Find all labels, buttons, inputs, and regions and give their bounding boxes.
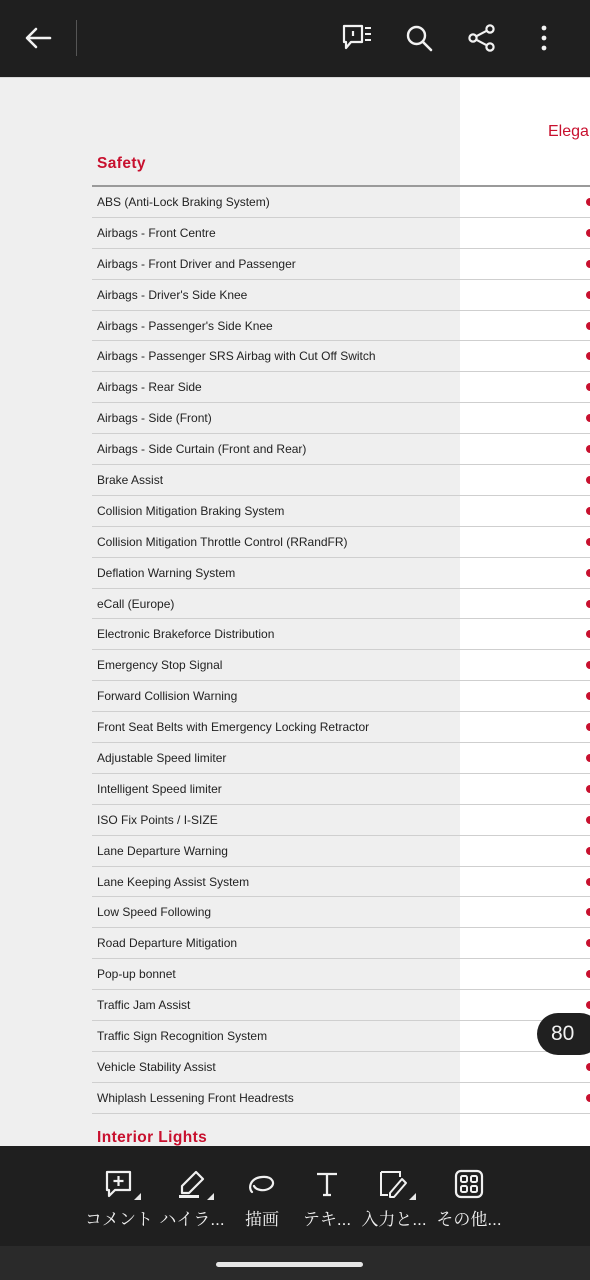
row-label: eCall (Europe) xyxy=(97,596,175,611)
comment-list-button[interactable] xyxy=(333,14,381,62)
row-label: Emergency Stop Signal xyxy=(97,658,223,673)
text-tool-label: テキ... xyxy=(302,1210,352,1229)
standard-feature-dot-icon xyxy=(586,692,590,700)
standard-feature-dot-icon xyxy=(586,569,590,577)
standard-feature-dot-icon xyxy=(586,970,590,978)
row-label: Collision Mitigation Throttle Control (RRandFR) xyxy=(97,534,348,549)
standard-feature-dot-icon xyxy=(586,260,590,268)
system-nav-bar xyxy=(0,1246,590,1280)
table-row xyxy=(92,589,590,620)
section-title: Safety xyxy=(97,155,146,172)
fill-and-sign-icon xyxy=(374,1166,414,1202)
table-row xyxy=(92,867,590,898)
standard-feature-dot-icon xyxy=(586,507,590,515)
apps-grid-icon xyxy=(449,1166,489,1202)
standard-feature-dot-icon xyxy=(586,1094,590,1102)
more-options-button[interactable] xyxy=(520,14,568,62)
table-row xyxy=(92,434,590,465)
table-row xyxy=(92,681,590,712)
annotation-toolbar xyxy=(0,1146,590,1246)
draw-tool-label: 描画 xyxy=(245,1210,279,1229)
table-row xyxy=(92,805,590,836)
table-row xyxy=(92,527,590,558)
row-label: Airbags - Passenger's Side Knee xyxy=(97,318,273,333)
standard-feature-dot-icon xyxy=(586,630,590,638)
next-section-title: Interior Lights xyxy=(97,1129,208,1146)
row-label: Brake Assist xyxy=(97,473,164,488)
row-label: Traffic Jam Assist xyxy=(97,998,191,1013)
table-row xyxy=(92,897,590,928)
standard-feature-dot-icon xyxy=(586,600,590,608)
table-row xyxy=(92,187,590,218)
comment-tool[interactable] xyxy=(84,1166,154,1238)
table-row xyxy=(92,558,590,589)
standard-feature-dot-icon xyxy=(586,908,590,916)
share-icon xyxy=(467,24,497,52)
standard-feature-dot-icon xyxy=(586,661,590,669)
toolbar-divider xyxy=(76,20,77,56)
table-row xyxy=(92,650,590,681)
row-label: Collision Mitigation Braking System xyxy=(97,503,285,518)
row-label: Whiplash Lessening Front Headrests xyxy=(97,1090,294,1105)
more-tools[interactable] xyxy=(433,1166,505,1238)
row-label: Airbags - Side Curtain (Front and Rear) xyxy=(97,442,307,457)
standard-feature-dot-icon xyxy=(586,322,590,330)
table-row xyxy=(92,280,590,311)
standard-feature-dot-icon xyxy=(586,847,590,855)
table-row xyxy=(92,1052,590,1083)
search-button[interactable] xyxy=(395,14,443,62)
back-arrow-icon xyxy=(24,26,52,50)
table-row xyxy=(92,990,590,1021)
table-row xyxy=(92,249,590,280)
highlight-tool-label: ハイラ... xyxy=(159,1210,225,1229)
draw-tool[interactable] xyxy=(242,1166,282,1238)
highlight-tool[interactable] xyxy=(156,1166,228,1238)
column-header: Elega xyxy=(548,123,589,140)
row-label: Forward Collision Warning xyxy=(97,689,238,704)
more-tools-label: その他... xyxy=(436,1210,502,1229)
row-label: Electronic Brakeforce Distribution xyxy=(97,627,275,642)
comment-list-icon xyxy=(341,23,373,53)
pdf-page[interactable] xyxy=(0,77,590,1146)
table-row xyxy=(92,743,590,774)
row-label: Lane Keeping Assist System xyxy=(97,874,250,889)
table-row xyxy=(92,959,590,990)
more-vert-icon xyxy=(540,25,548,51)
table-row xyxy=(92,341,590,372)
standard-feature-dot-icon xyxy=(586,1001,590,1009)
fill-sign-tool-label: 入力と... xyxy=(361,1210,427,1229)
row-label: ABS (Anti-Lock Braking System) xyxy=(97,195,270,209)
table-row xyxy=(92,465,590,496)
standard-feature-dot-icon xyxy=(586,198,590,206)
standard-feature-dot-icon xyxy=(586,1063,590,1071)
standard-feature-dot-icon xyxy=(586,723,590,731)
standard-feature-dot-icon xyxy=(586,538,590,546)
text-t-icon xyxy=(307,1166,347,1202)
row-label: Airbags - Front Centre xyxy=(97,225,216,240)
fill-sign-tool[interactable] xyxy=(360,1166,428,1238)
standard-feature-dot-icon xyxy=(586,383,590,391)
standard-feature-dot-icon xyxy=(586,754,590,762)
search-icon xyxy=(405,24,433,52)
text-tool[interactable] xyxy=(294,1166,360,1238)
row-label: Adjustable Speed limiter xyxy=(97,751,227,766)
row-label: Low Speed Following xyxy=(97,905,212,920)
row-label: Front Seat Belts with Emergency Locking Retractor xyxy=(97,720,370,735)
home-gesture-handle[interactable] xyxy=(216,1262,363,1267)
standard-feature-dot-icon xyxy=(586,291,590,299)
standard-feature-dot-icon xyxy=(586,816,590,824)
row-label: Traffic Sign Recognition System xyxy=(97,1029,268,1044)
back-button[interactable] xyxy=(14,14,62,62)
row-label: Pop-up bonnet xyxy=(97,967,176,982)
lasso-draw-icon xyxy=(242,1166,282,1202)
row-label: Airbags - Rear Side xyxy=(97,380,202,395)
row-label: Vehicle Stability Assist xyxy=(97,1059,216,1074)
row-label: Deflation Warning System xyxy=(97,565,236,580)
row-label: ISO Fix Points / I-SIZE xyxy=(97,812,218,827)
add-comment-icon xyxy=(99,1166,139,1202)
standard-feature-dot-icon xyxy=(586,878,590,886)
table-row xyxy=(92,403,590,434)
row-label: Lane Departure Warning xyxy=(97,843,228,858)
standard-feature-dot-icon xyxy=(586,476,590,484)
table-row xyxy=(92,311,590,342)
table-row xyxy=(92,1083,590,1114)
row-label: Airbags - Side (Front) xyxy=(97,411,212,426)
page-number-badge: 80 xyxy=(537,1013,590,1055)
table-row xyxy=(92,928,590,959)
standard-feature-dot-icon xyxy=(586,352,590,360)
table-row xyxy=(92,1021,590,1052)
spec-table xyxy=(92,187,590,1114)
row-label: Airbags - Front Driver and Passenger xyxy=(97,256,296,271)
row-label: Intelligent Speed limiter xyxy=(97,781,222,796)
standard-feature-dot-icon xyxy=(586,445,590,453)
comment-tool-label: コメント xyxy=(85,1210,153,1229)
standard-feature-dot-icon xyxy=(586,414,590,422)
row-label: Airbags - Driver's Side Knee xyxy=(97,287,248,302)
row-label: Road Departure Mitigation xyxy=(97,936,238,951)
table-row xyxy=(92,774,590,805)
table-row xyxy=(92,496,590,527)
standard-feature-dot-icon xyxy=(586,785,590,793)
table-row xyxy=(92,218,590,249)
table-row xyxy=(92,619,590,650)
top-app-bar xyxy=(0,0,590,77)
standard-feature-dot-icon xyxy=(586,229,590,237)
row-label: Airbags - Passenger SRS Airbag with Cut Off Switch xyxy=(97,349,376,364)
share-button[interactable] xyxy=(458,14,506,62)
table-row xyxy=(92,712,590,743)
highlighter-icon xyxy=(172,1166,212,1202)
standard-feature-dot-icon xyxy=(586,939,590,947)
table-row xyxy=(92,836,590,867)
table-row xyxy=(92,372,590,403)
page-top-border xyxy=(0,77,590,78)
